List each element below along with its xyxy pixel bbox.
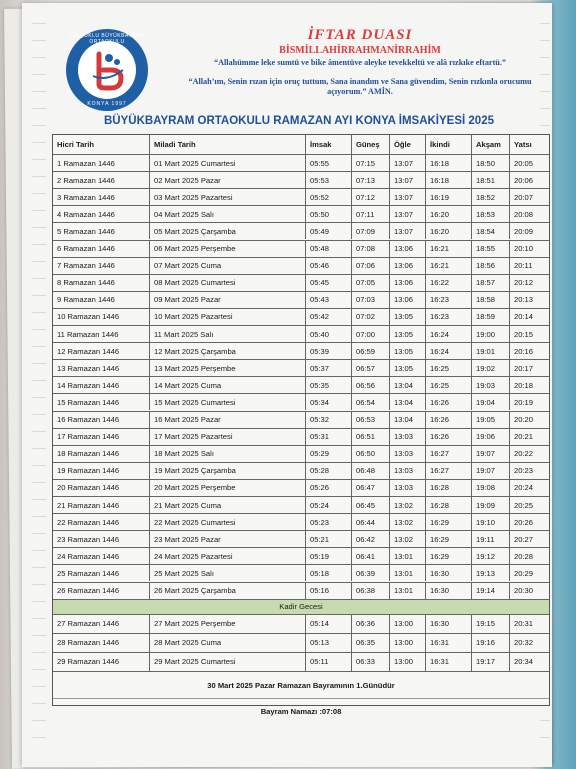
cell-gunes: 06:51 (351, 429, 389, 445)
cell-yatsi: 20:13 (509, 292, 549, 308)
table-row (53, 614, 549, 633)
cell-yatsi: 20:09 (509, 223, 549, 239)
cell-imsak: 05:26 (305, 480, 351, 496)
cell-yatsi: 20:11 (509, 258, 549, 274)
header-miladi: Miladi Tarih (149, 135, 305, 154)
cell-ogle: 13:00 (389, 653, 425, 671)
cell-aksam: 19:16 (471, 634, 509, 652)
cell-ogle: 13:05 (389, 326, 425, 342)
cell-hicri: 13 Ramazan 1446 (57, 363, 120, 373)
cell-miladi: 04 Mart 2025 Salı (149, 206, 305, 222)
cell-aksam: 19:09 (471, 497, 509, 513)
bayram-prayer-time: Bayram Namazı :07:08 (260, 706, 342, 716)
table-row (53, 513, 549, 530)
cell-gunes: 06:33 (351, 653, 389, 671)
cell-aksam: 19:17 (471, 653, 509, 671)
cell-gunes: 07:15 (351, 155, 389, 171)
logo-year: KONYA 1997 (87, 101, 127, 107)
cell-hicri: 29 Ramazan 1446 (57, 657, 120, 667)
cell-ikindi: 16:21 (425, 258, 471, 274)
cell-miladi: 06 Mart 2025 Perşembe (149, 241, 305, 257)
cell-miladi: 23 Mart 2025 Pazar (149, 531, 305, 547)
table-row (53, 325, 549, 342)
cell-aksam: 19:12 (471, 548, 509, 564)
cell-miladi: 01 Mart 2025 Cumartesi (149, 155, 305, 171)
cell-ikindi: 16:30 (425, 583, 471, 599)
cell-aksam: 19:15 (471, 615, 509, 633)
cell-hicri: 16 Ramazan 1446 (57, 415, 120, 425)
cell-yatsi: 20:12 (509, 275, 549, 291)
cell-miladi: 08 Mart 2025 Cumartesi (149, 275, 305, 291)
cell-hicri: 11 Ramazan 1446 (57, 329, 119, 339)
cell-aksam: 19:01 (471, 343, 509, 359)
cell-aksam: 18:54 (471, 223, 509, 239)
cell-miladi: 10 Mart 2025 Pazartesi (149, 309, 305, 325)
table-row (53, 428, 549, 445)
cell-ikindi: 16:26 (425, 394, 471, 410)
cell-imsak: 05:29 (305, 446, 351, 462)
cell-ogle: 13:03 (389, 463, 425, 479)
cell-aksam: 18:53 (471, 206, 509, 222)
cell-miladi: 26 Mart 2025 Çarşamba (149, 583, 305, 599)
cell-gunes: 06:35 (351, 634, 389, 652)
cell-aksam: 18:57 (471, 275, 509, 291)
cell-ikindi: 16:24 (425, 326, 471, 342)
cell-aksam: 19:02 (471, 360, 509, 376)
cell-ikindi: 16:22 (425, 275, 471, 291)
cell-aksam: 18:52 (471, 189, 509, 205)
cell-miladi: 28 Mart 2025 Cuma (149, 634, 305, 652)
cell-yatsi: 20:19 (509, 394, 549, 410)
cell-gunes: 07:13 (351, 172, 389, 188)
cell-gunes: 07:02 (351, 309, 389, 325)
cell-ogle: 13:04 (389, 377, 425, 393)
cell-miladi: 18 Mart 2025 Salı (149, 446, 305, 462)
cell-ogle: 13:06 (389, 258, 425, 274)
cell-aksam: 19:05 (471, 412, 509, 428)
cell-aksam: 19:06 (471, 429, 509, 445)
cell-hicri: 28 Ramazan 1446 (57, 638, 120, 648)
cell-imsak: 05:49 (305, 223, 351, 239)
prayer-arabic-transliteration: “Allahümme leke sumtü ve bike âmentüve aleyke tevekkeltü ve alâ rızkıke eftartü.” (214, 58, 506, 67)
table-row (53, 462, 549, 479)
table-row (53, 171, 549, 188)
cell-ikindi: 16:31 (425, 634, 471, 652)
cell-ikindi: 16:29 (425, 514, 471, 530)
cell-gunes: 07:11 (351, 206, 389, 222)
cell-imsak: 05:14 (305, 615, 351, 633)
cell-imsak: 05:39 (305, 343, 351, 359)
cell-ogle: 13:01 (389, 565, 425, 581)
header-ikindi: İkindi (425, 135, 471, 154)
cell-hicri: 23 Ramazan 1446 (57, 534, 120, 544)
cell-gunes: 06:41 (351, 548, 389, 564)
cell-aksam: 18:50 (471, 155, 509, 171)
cell-aksam: 19:14 (471, 583, 509, 599)
cell-aksam: 19:13 (471, 565, 509, 581)
imsakiye-sheet (22, 3, 552, 767)
cell-ogle: 13:03 (389, 429, 425, 445)
cell-gunes: 06:38 (351, 583, 389, 599)
cell-imsak: 05:23 (305, 514, 351, 530)
cell-imsak: 05:18 (305, 565, 351, 581)
cell-ikindi: 16:25 (425, 377, 471, 393)
cell-ikindi: 16:31 (425, 653, 471, 671)
cell-yatsi: 20:08 (509, 206, 549, 222)
cell-ogle: 13:02 (389, 531, 425, 547)
cell-imsak: 05:35 (305, 377, 351, 393)
cell-yatsi: 20:28 (509, 548, 549, 564)
cell-yatsi: 20:14 (509, 309, 549, 325)
bayram-divider (53, 698, 549, 699)
cell-miladi: 02 Mart 2025 Pazar (149, 172, 305, 188)
cell-miladi: 11 Mart 2025 Salı (149, 326, 305, 342)
table-row (53, 652, 549, 671)
cell-miladi: 24 Mart 2025 Pazartesi (149, 548, 305, 564)
cell-ogle: 13:00 (389, 615, 425, 633)
cell-imsak: 05:43 (305, 292, 351, 308)
cell-hicri: 7 Ramazan 1446 (57, 261, 115, 271)
cell-ogle: 13:07 (389, 155, 425, 171)
cell-yatsi: 20:16 (509, 343, 549, 359)
table-row (53, 257, 549, 274)
cell-miladi: 13 Mart 2025 Perşembe (149, 360, 305, 376)
header-ogle: Öğle (389, 135, 425, 154)
cell-miladi: 17 Mart 2025 Pazartesi (149, 429, 305, 445)
cell-ikindi: 16:18 (425, 172, 471, 188)
cell-gunes: 06:56 (351, 377, 389, 393)
cell-ogle: 13:00 (389, 634, 425, 652)
cell-hicri: 5 Ramazan 1446 (57, 226, 115, 236)
cell-hicri: 27 Ramazan 1446 (57, 619, 120, 629)
cell-ikindi: 16:21 (425, 241, 471, 257)
cell-ogle: 13:03 (389, 446, 425, 462)
cell-aksam: 18:58 (471, 292, 509, 308)
header-imsak: İmsak (305, 135, 351, 154)
table-row (53, 376, 549, 393)
cell-yatsi: 20:06 (509, 172, 549, 188)
cell-imsak: 05:31 (305, 429, 351, 445)
cell-hicri: 12 Ramazan 1446 (57, 346, 120, 356)
cell-aksam: 19:10 (471, 514, 509, 530)
cell-gunes: 06:42 (351, 531, 389, 547)
cell-yatsi: 20:26 (509, 514, 549, 530)
logo-emblem (78, 41, 136, 99)
cell-yatsi: 20:24 (509, 480, 549, 496)
table-row (53, 445, 549, 462)
cell-hicri: 4 Ramazan 1446 (57, 209, 115, 219)
header-yatsi: Yatsı (509, 135, 549, 154)
cell-ogle: 13:01 (389, 583, 425, 599)
cell-yatsi: 20:05 (509, 155, 549, 171)
cell-aksam: 19:04 (471, 394, 509, 410)
cell-hicri: 9 Ramazan 1446 (57, 295, 115, 305)
cell-hicri: 21 Ramazan 1446 (57, 500, 120, 510)
table-header-row (53, 135, 549, 154)
header-aksam: Akşam (471, 135, 509, 154)
cell-ikindi: 16:30 (425, 615, 471, 633)
cell-ogle: 13:03 (389, 480, 425, 496)
cell-imsak: 05:16 (305, 583, 351, 599)
cell-gunes: 06:48 (351, 463, 389, 479)
cell-gunes: 07:08 (351, 241, 389, 257)
cell-ogle: 13:06 (389, 275, 425, 291)
cell-imsak: 05:37 (305, 360, 351, 376)
cell-yatsi: 20:22 (509, 446, 549, 462)
table-row (53, 393, 549, 410)
cell-aksam: 19:00 (471, 326, 509, 342)
cell-yatsi: 20:20 (509, 412, 549, 428)
cell-aksam: 19:11 (471, 531, 509, 547)
cell-imsak: 05:48 (305, 241, 351, 257)
cell-imsak: 05:52 (305, 189, 351, 205)
cell-miladi: 16 Mart 2025 Pazar (149, 412, 305, 428)
cell-yatsi: 20:17 (509, 360, 549, 376)
cell-imsak: 05:11 (305, 653, 351, 671)
table-row (53, 582, 549, 599)
cell-aksam: 18:51 (471, 172, 509, 188)
cell-ogle: 13:07 (389, 223, 425, 239)
cell-miladi: 14 Mart 2025 Cuma (149, 377, 305, 393)
cell-hicri: 18 Ramazan 1446 (57, 449, 120, 459)
cell-ikindi: 16:29 (425, 531, 471, 547)
table-row (53, 479, 549, 496)
cell-ikindi: 16:26 (425, 412, 471, 428)
cell-miladi: 09 Mart 2025 Pazar (149, 292, 305, 308)
table-row (53, 205, 549, 222)
cell-miladi: 22 Mart 2025 Cumartesi (149, 514, 305, 530)
logo-ring-text: SELÇUKLU BÜYÜKBAYRAM ORTAOKULU (69, 33, 145, 45)
cell-hicri: 22 Ramazan 1446 (57, 517, 120, 527)
table-row (53, 188, 549, 205)
cell-hicri: 14 Ramazan 1446 (57, 380, 120, 390)
cell-imsak: 05:46 (305, 258, 351, 274)
cell-ikindi: 16:27 (425, 463, 471, 479)
cell-imsak: 05:45 (305, 275, 351, 291)
cell-ogle: 13:02 (389, 514, 425, 530)
cell-imsak: 05:40 (305, 326, 351, 342)
cell-hicri: 3 Ramazan 1446 (57, 192, 115, 202)
cell-ikindi: 16:23 (425, 309, 471, 325)
title-block (170, 27, 550, 97)
cell-imsak: 05:55 (305, 155, 351, 171)
cell-yatsi: 20:21 (509, 429, 549, 445)
school-logo (66, 29, 148, 111)
table-row (53, 564, 549, 581)
cell-aksam: 19:03 (471, 377, 509, 393)
table-row (53, 342, 549, 359)
cell-ogle: 13:01 (389, 548, 425, 564)
cell-imsak: 05:28 (305, 463, 351, 479)
cell-imsak: 05:42 (305, 309, 351, 325)
cell-imsak: 05:13 (305, 634, 351, 652)
kadir-gecesi-label: Kadir Gecesi (279, 602, 323, 612)
table-row (53, 291, 549, 308)
iftar-title: İFTAR DUASI (307, 27, 413, 43)
table-row (53, 154, 549, 171)
cell-hicri: 10 Ramazan 1446 (57, 312, 120, 322)
cell-miladi: 27 Mart 2025 Perşembe (149, 615, 305, 633)
cell-hicri: 2 Ramazan 1446 (57, 175, 115, 185)
cell-imsak: 05:32 (305, 412, 351, 428)
cell-hicri: 8 Ramazan 1446 (57, 278, 115, 288)
cell-gunes: 06:54 (351, 394, 389, 410)
table-row (53, 240, 549, 257)
cell-hicri: 17 Ramazan 1446 (57, 432, 120, 442)
cell-gunes: 06:47 (351, 480, 389, 496)
cell-gunes: 07:06 (351, 258, 389, 274)
cell-miladi: 07 Mart 2025 Cuma (149, 258, 305, 274)
cell-imsak: 05:19 (305, 548, 351, 564)
table-row (53, 411, 549, 428)
imsakiye-table (52, 134, 550, 716)
cell-ogle: 13:07 (389, 189, 425, 205)
cell-miladi: 12 Mart 2025 Çarşamba (149, 343, 305, 359)
cell-aksam: 18:56 (471, 258, 509, 274)
cell-ogle: 13:05 (389, 309, 425, 325)
cell-imsak: 05:34 (305, 394, 351, 410)
cell-miladi: 29 Mart 2025 Cumartesi (149, 653, 305, 671)
table-row (53, 274, 549, 291)
table-row (53, 359, 549, 376)
cell-hicri: 25 Ramazan 1446 (57, 568, 120, 578)
kadir-gecesi-row (53, 599, 549, 614)
cell-ikindi: 16:23 (425, 292, 471, 308)
cell-yatsi: 20:31 (509, 615, 549, 633)
cell-imsak: 05:53 (305, 172, 351, 188)
table-row (53, 222, 549, 239)
cell-ikindi: 16:20 (425, 206, 471, 222)
cell-yatsi: 20:29 (509, 565, 549, 581)
cell-gunes: 06:39 (351, 565, 389, 581)
cell-imsak: 05:21 (305, 531, 351, 547)
cell-hicri: 19 Ramazan 1446 (57, 466, 120, 476)
cell-ikindi: 16:24 (425, 343, 471, 359)
cell-ikindi: 16:28 (425, 480, 471, 496)
cell-miladi: 21 Mart 2025 Cuma (149, 497, 305, 513)
cell-gunes: 06:50 (351, 446, 389, 462)
cell-aksam: 19:07 (471, 463, 509, 479)
cell-yatsi: 20:32 (509, 634, 549, 652)
cell-miladi: 05 Mart 2025 Çarşamba (149, 223, 305, 239)
table-row (53, 496, 549, 513)
cell-gunes: 07:03 (351, 292, 389, 308)
cell-gunes: 06:36 (351, 615, 389, 633)
logo-b-icon (85, 48, 129, 92)
cell-hicri: 15 Ramazan 1446 (57, 397, 120, 407)
cell-hicri: 6 Ramazan 1446 (57, 244, 115, 254)
cell-yatsi: 20:15 (509, 326, 549, 342)
cell-ikindi: 16:18 (425, 155, 471, 171)
cell-hicri: 26 Ramazan 1446 (57, 586, 120, 596)
cell-miladi: 03 Mart 2025 Pazartesi (149, 189, 305, 205)
cell-yatsi: 20:25 (509, 497, 549, 513)
cell-ogle: 13:04 (389, 412, 425, 428)
table-row (53, 633, 549, 652)
table-row (53, 547, 549, 564)
header-hicri: Hicri Tarih (57, 140, 94, 149)
header-gunes: Güneş (351, 135, 389, 154)
cell-ogle: 13:05 (389, 360, 425, 376)
table-row (53, 308, 549, 325)
cell-hicri: 1 Ramazan 1446 (57, 158, 115, 168)
prayer-turkish: “Allah’ım, Senin rızan için oruç tuttum, Sana inandım ve Sana güvendim, Senin rızkınla orucumu açıyorum.” AMİN. (188, 77, 532, 96)
cell-gunes: 07:12 (351, 189, 389, 205)
cell-yatsi: 20:34 (509, 653, 549, 671)
bismillah-text: BİSMİLLAHİRRAHMANİRRAHİM (279, 45, 441, 56)
cell-aksam: 18:55 (471, 241, 509, 257)
cell-miladi: 19 Mart 2025 Çarşamba (149, 463, 305, 479)
cell-yatsi: 20:23 (509, 463, 549, 479)
cell-aksam: 18:59 (471, 309, 509, 325)
ruled-margin-left (32, 23, 46, 743)
cell-gunes: 06:59 (351, 343, 389, 359)
cell-hicri: 20 Ramazan 1446 (57, 483, 120, 493)
cell-miladi: 15 Mart 2025 Cumartesi (149, 394, 305, 410)
cell-gunes: 07:00 (351, 326, 389, 342)
cell-ogle: 13:07 (389, 172, 425, 188)
cell-aksam: 19:07 (471, 446, 509, 462)
cell-gunes: 07:09 (351, 223, 389, 239)
cell-ikindi: 16:20 (425, 223, 471, 239)
cell-yatsi: 20:18 (509, 377, 549, 393)
cell-gunes: 07:05 (351, 275, 389, 291)
cell-yatsi: 20:27 (509, 531, 549, 547)
cell-ogle: 13:02 (389, 497, 425, 513)
cell-ogle: 13:07 (389, 206, 425, 222)
sheet-header (22, 3, 552, 113)
page-title: BÜYÜKBAYRAM ORTAOKULU RAMAZAN AYI KONYA İMSAKİYESİ 2025 (104, 115, 494, 127)
cell-ikindi: 16:29 (425, 548, 471, 564)
cell-miladi: 25 Mart 2025 Salı (149, 565, 305, 581)
cell-gunes: 06:44 (351, 514, 389, 530)
bayram-note: 30 Mart 2025 Pazar Ramazan Bayramının 1.Günüdür (207, 680, 395, 690)
cell-imsak: 05:24 (305, 497, 351, 513)
cell-ogle: 13:06 (389, 241, 425, 257)
cell-gunes: 06:57 (351, 360, 389, 376)
cell-ikindi: 16:27 (425, 446, 471, 462)
cell-aksam: 19:08 (471, 480, 509, 496)
cell-miladi: 20 Mart 2025 Perşembe (149, 480, 305, 496)
table-row (53, 530, 549, 547)
cell-hicri: 24 Ramazan 1446 (57, 551, 120, 561)
cell-ikindi: 16:25 (425, 360, 471, 376)
cell-ogle: 13:05 (389, 343, 425, 359)
cell-ogle: 13:04 (389, 394, 425, 410)
cell-ikindi: 16:26 (425, 429, 471, 445)
cell-ikindi: 16:28 (425, 497, 471, 513)
cell-gunes: 06:45 (351, 497, 389, 513)
cell-gunes: 06:53 (351, 412, 389, 428)
cell-imsak: 05:50 (305, 206, 351, 222)
cell-ikindi: 16:30 (425, 565, 471, 581)
cell-yatsi: 20:10 (509, 241, 549, 257)
cell-yatsi: 20:07 (509, 189, 549, 205)
cell-yatsi: 20:30 (509, 583, 549, 599)
cell-ogle: 13:06 (389, 292, 425, 308)
cell-ikindi: 16:19 (425, 189, 471, 205)
table-bottom-rule (53, 671, 549, 672)
